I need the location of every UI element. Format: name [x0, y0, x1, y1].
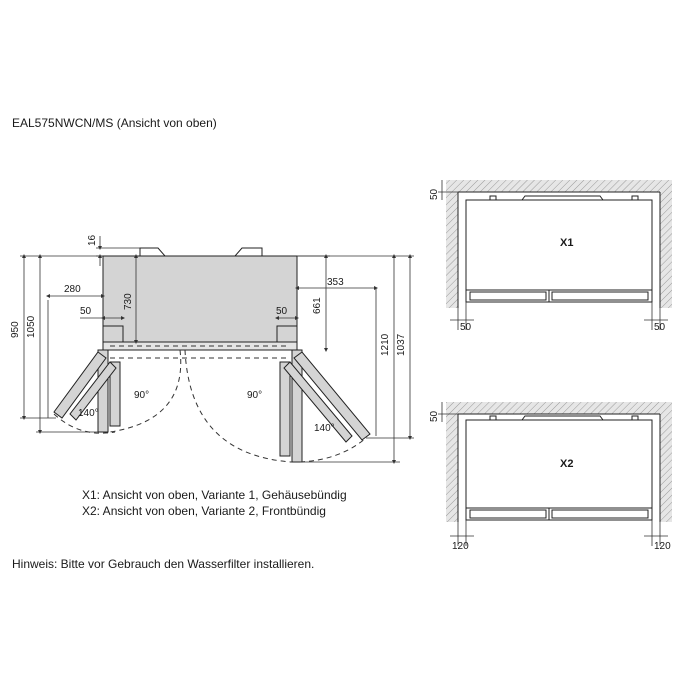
angle-right-outer: 140°	[314, 423, 335, 434]
x2-cabinet	[466, 420, 652, 508]
legend-x2: X2: Ansicht von oben, Variante 2, Frontbündig	[82, 504, 326, 518]
dim-50-left: 50	[80, 306, 92, 317]
x2-dim-right: 120	[654, 541, 671, 552]
legend-x1: X1: Ansicht von oben, Variante 1, Gehäusebündig	[82, 488, 347, 502]
dim-353: 353	[327, 277, 344, 288]
page-title: EAL575NWCN/MS (Ansicht von oben)	[12, 116, 217, 130]
variant-x1	[429, 180, 672, 333]
x1-dim-left: 50	[460, 322, 472, 333]
dim-950: 950	[10, 321, 21, 338]
installation-note: Hinweis: Bitte vor Gebrauch den Wasserfilter installieren.	[12, 557, 315, 571]
dim-280: 280	[64, 284, 81, 295]
x2-label: X2	[560, 458, 574, 470]
right-outer-arc	[300, 438, 366, 462]
x1-label: X1	[560, 237, 574, 249]
x1-dim-top: 50	[429, 188, 440, 200]
angle-left-outer: 140°	[78, 408, 99, 419]
main-top-view	[10, 234, 414, 462]
dim-1050: 1050	[26, 315, 37, 338]
dim-730: 730	[123, 293, 134, 310]
x1-cabinet	[466, 200, 652, 290]
x1-dim-right: 50	[654, 322, 666, 333]
angle-right-inner: 90°	[247, 390, 263, 401]
right-drawer-90	[280, 362, 290, 456]
angle-left-inner: 90°	[134, 390, 150, 401]
fridge-top-cover	[140, 248, 262, 256]
dim-1037: 1037	[396, 333, 407, 356]
dim-1210: 1210	[380, 333, 391, 356]
x2-dim-left: 120	[452, 541, 469, 552]
x2-dim-top: 50	[429, 410, 440, 422]
dim-top-gap: 16	[87, 234, 98, 246]
dim-50-right: 50	[276, 306, 288, 317]
dim-661: 661	[312, 297, 323, 314]
right-swing-arc	[185, 350, 292, 462]
variant-x2	[429, 402, 672, 552]
